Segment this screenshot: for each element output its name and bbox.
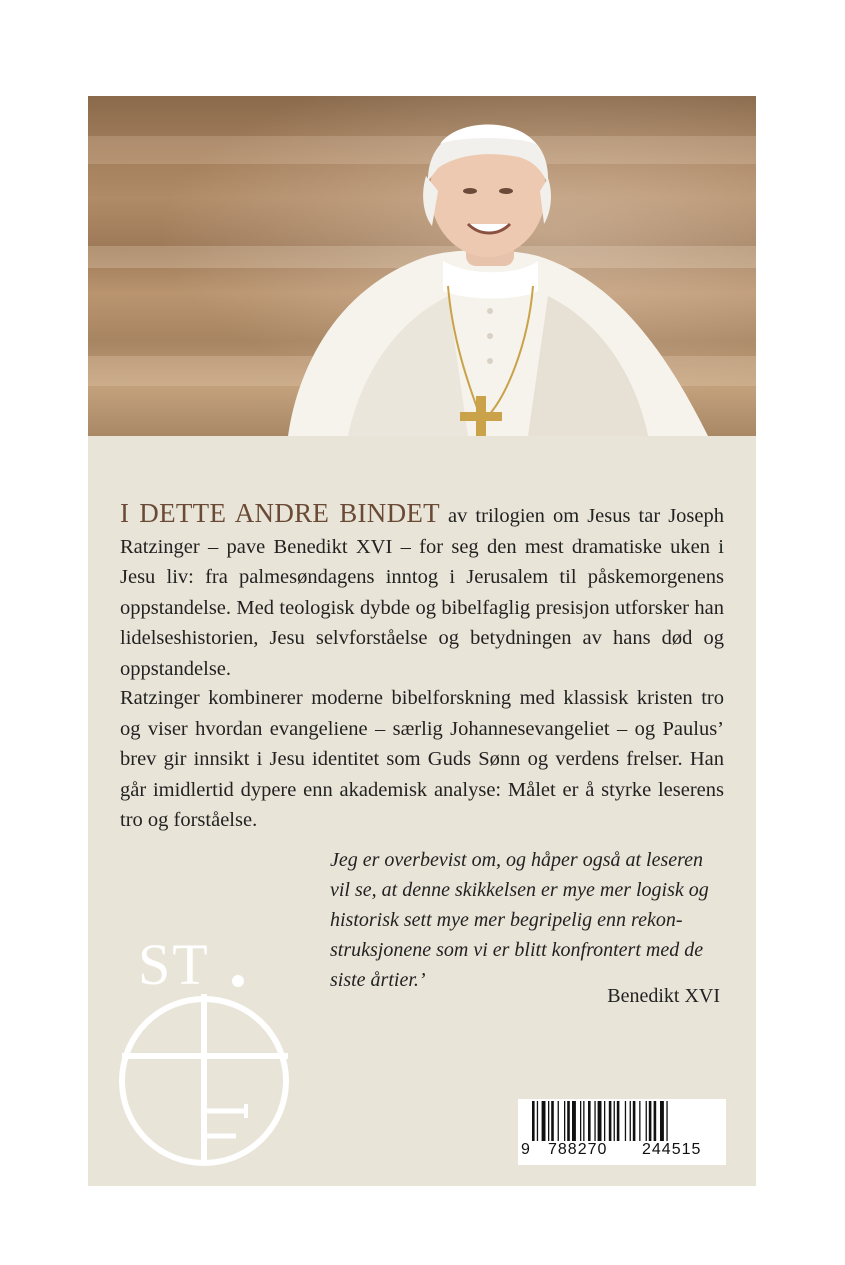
intro-text: av trilogien om Jesus tar Joseph Ratzinger – pave Benedikt XVI – for seg den mest dramatiske uken i Jesu liv: fra palmesøndagens inntog i Jerusalem til påskemorgenens oppstandelse. Med teologisk dybde og bibelfaglig presisjon utforsker han lidelseshistorien, Jesu selvforståelse og betydningen av hans død og oppstandelse. [120, 505, 724, 680]
barcode-digits-right: 244515 [642, 1141, 702, 1158]
isbn-barcode [518, 1099, 726, 1165]
pope-figure-icon [88, 96, 756, 436]
barcode-bars-icon [518, 1099, 726, 1143]
st-olav-forlag-logo-icon [116, 936, 296, 1171]
back-cover [88, 96, 756, 1186]
intro-lead: I DETTE ANDRE BINDET [120, 498, 440, 528]
intro-paragraph [120, 498, 724, 684]
barcode-digits-left: 788270 [548, 1141, 608, 1158]
author-photo [88, 96, 756, 436]
quote-author: Benedikt XVI [607, 985, 720, 1007]
body-paragraph: Ratzinger kombinerer moderne bibelforskning med klassisk kristen tro og viser hvordan evangeliene – særlig Johannesevangeliet – og Paulus’ brev gir innsikt i Jesu identitet som Guds Sønn og verdens frelser. Han går imidlertid dypere enn akademisk analyse: Målet er å styrke leserens tro og forståelse. [120, 687, 724, 831]
quote-text: Jeg er overbevist om, og håper også at leseren vil se, at denne skikkelsen er mye mer logisk og historisk sett mye mer begripelig enn rekonstruksjonene som vi er blitt konfrontert med de siste årtier.’ [330, 849, 709, 991]
barcode-digit-first: 9 [521, 1141, 530, 1158]
svg-text:ST: ST [138, 936, 210, 997]
